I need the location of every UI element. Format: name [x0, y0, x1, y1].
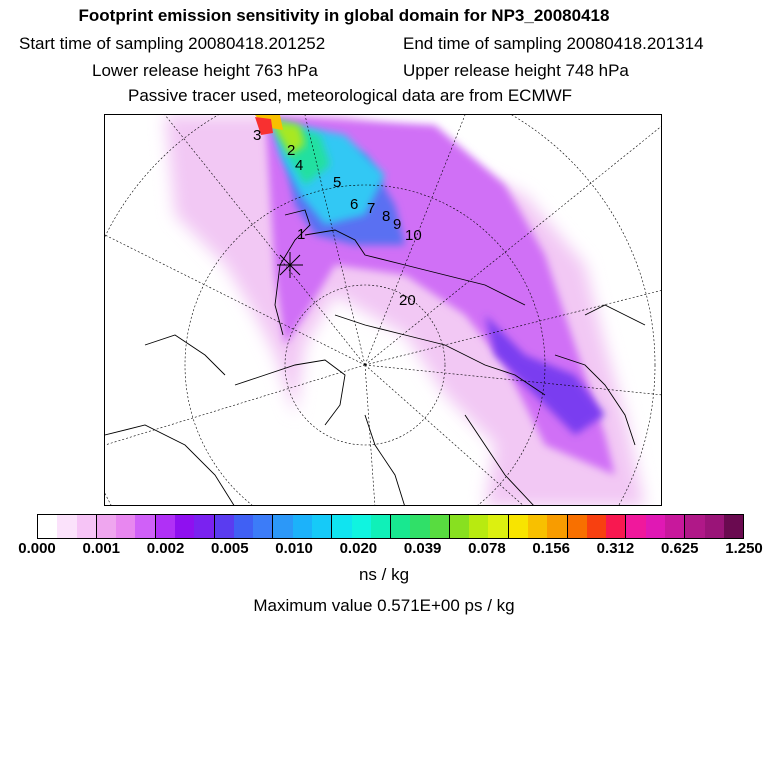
marker-7: 7: [367, 200, 376, 217]
map-svg: [105, 115, 662, 506]
lower-height-label: Lower release height 763 hPa: [92, 61, 318, 80]
colorbar-cell: [194, 515, 213, 538]
colorbar-cell: [528, 515, 547, 538]
colorbar: [37, 514, 744, 539]
colorbar-tick-label: 0.000: [18, 540, 56, 557]
marker-9: 9: [393, 216, 402, 233]
colorbar-cell: [724, 515, 743, 538]
colorbar-cell: [352, 515, 371, 538]
colorbar-cell: [625, 515, 645, 538]
colorbar-tick-label: 0.001: [82, 540, 121, 557]
max-value-label: Maximum value 0.571E+00 ps / kg: [253, 596, 515, 615]
colorbar-cell: [96, 515, 116, 538]
colorbar-cell: [371, 515, 390, 538]
colorbar-cell: [567, 515, 587, 538]
marker-4: 4: [295, 157, 304, 174]
colorbar-cell: [331, 515, 351, 538]
tracer-note: Passive tracer used, meteorological data are from ECMWF: [128, 86, 573, 105]
colorbar-cell: [234, 515, 253, 538]
marker-10: 10: [405, 227, 422, 244]
unit-label: ns / kg: [358, 565, 410, 584]
colorbar-tick-label: 0.312: [596, 540, 635, 557]
marker-6: 6: [350, 196, 359, 213]
colorbar-cell: [684, 515, 704, 538]
colorbar-cell: [665, 515, 684, 538]
colorbar-cell: [449, 515, 469, 538]
colorbar-cell: [547, 515, 566, 538]
colorbar-tick-label: 0.156: [532, 540, 570, 557]
colorbar-cell: [135, 515, 154, 538]
marker-5: 5: [333, 174, 342, 191]
colorbar-tick-label: 0.020: [339, 540, 378, 557]
release-point-icon: [277, 252, 303, 278]
colorbar-tick-label: 0.625: [660, 540, 699, 557]
sensitivity-field: [165, 115, 645, 506]
marker-20: 20: [399, 292, 416, 309]
marker-2: 2: [287, 142, 296, 159]
colorbar-cell: [293, 515, 312, 538]
colorbar-cell: [390, 515, 410, 538]
colorbar-cell: [38, 515, 57, 538]
colorbar-tick-label: 0.078: [468, 540, 506, 557]
colorbar-cell: [488, 515, 507, 538]
colorbar-cell: [508, 515, 528, 538]
colorbar-tick-label: 1.250: [725, 540, 763, 557]
colorbar-cell: [410, 515, 429, 538]
colorbar-cell: [312, 515, 331, 538]
colorbar-cell: [272, 515, 292, 538]
marker-3: 3: [253, 127, 262, 144]
colorbar-cell: [606, 515, 625, 538]
start-time-label: Start time of sampling 20080418.201252: [19, 34, 326, 53]
colorbar-cell: [175, 515, 194, 538]
map-title: Footprint emission sensitivity in global domain for NP3_20080418: [78, 6, 610, 25]
upper-height-label: Upper release height 748 hPa: [403, 61, 629, 80]
colorbar-cell: [253, 515, 272, 538]
colorbar-tick-label: 0.005: [211, 540, 249, 557]
colorbar-cell: [116, 515, 135, 538]
colorbar-cell: [155, 515, 175, 538]
marker-1: 1: [297, 226, 306, 243]
colorbar-cell: [705, 515, 724, 538]
colorbar-cell: [587, 515, 606, 538]
colorbar-cell: [214, 515, 234, 538]
colorbar-cell: [430, 515, 449, 538]
end-time-label: End time of sampling 20080418.201314: [403, 34, 704, 53]
footprint-map: [104, 114, 662, 506]
colorbar-tick-label: 0.039: [403, 540, 442, 557]
colorbar-tick-label: 0.010: [275, 540, 313, 557]
colorbar-cell: [77, 515, 96, 538]
colorbar-cell: [469, 515, 488, 538]
colorbar-tick-label: 0.002: [146, 540, 185, 557]
colorbar-cell: [646, 515, 665, 538]
marker-8: 8: [382, 208, 391, 225]
colorbar-cell: [57, 515, 76, 538]
